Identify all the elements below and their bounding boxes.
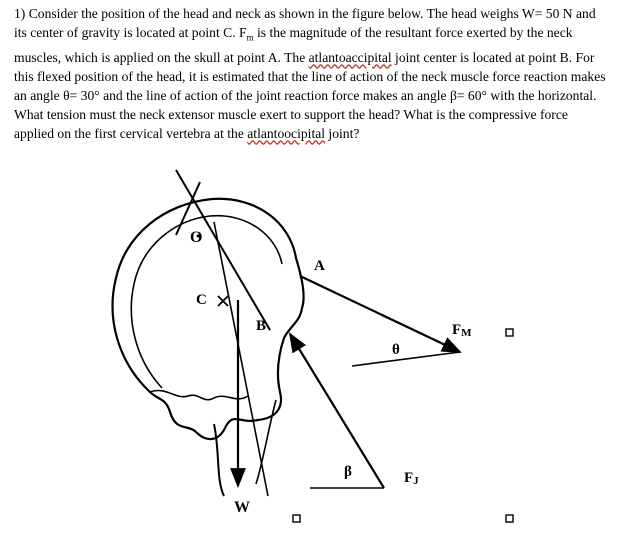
- label-theta: θ: [392, 342, 400, 358]
- label-fm-sub: M: [461, 327, 472, 339]
- theta-reference-line: [352, 352, 460, 366]
- neck-outline-back: [256, 400, 276, 484]
- fm-subscript: m: [246, 32, 254, 43]
- problem-text-1: 1) Consider the position of the head and neck as shown in the figure below. The head weighs W= 50 N and its center of gravity is located at point C. F: [14, 6, 596, 40]
- head-axis-line: [176, 170, 270, 330]
- label-beta: β: [344, 464, 352, 480]
- checkbox-square-bottom-middle[interactable]: [293, 515, 300, 522]
- problem-text-4: joint?: [325, 125, 360, 141]
- muscle-force-vector: [300, 276, 460, 352]
- joint-force-vector: [290, 334, 384, 488]
- jaw-outline: [150, 390, 248, 399]
- problem-text-2: is the magnitude of the resultant force exerted by the neck muscles, which is applied on the skull at point A. The: [14, 25, 573, 65]
- label-fm: [452, 322, 472, 339]
- label-fm-main: F: [452, 322, 462, 338]
- label-c: C: [196, 292, 207, 308]
- point-c-marker: [218, 296, 228, 306]
- label-fj-sub: J: [413, 475, 419, 487]
- problem-text-3: joint center is located at point B. For this flexed position of the head, it is estimated that the line of action of the neck muscle force reaction makes an angle θ= 30° and the line of action of the joint reaction force makes an angle β= 60° with the horizontal. What tension must the neck extensor muscle exert to support the head? What is the compressive force applied on the first cervical vertebra at the: [14, 49, 606, 141]
- spelling-flag-term-2: atlantoocipital: [247, 125, 326, 141]
- checkbox-square-right-upper[interactable]: [506, 329, 513, 336]
- spelling-flag-term-1: atlantoaccipital: [308, 49, 392, 65]
- neck-line: [214, 222, 268, 496]
- label-w: W: [234, 499, 250, 516]
- label-fj: [404, 470, 419, 487]
- label-fj-main: F: [404, 470, 414, 486]
- checkbox-square-bottom-right[interactable]: [506, 515, 513, 522]
- label-o: O: [190, 229, 203, 246]
- label-a: A: [314, 258, 325, 274]
- label-b: B: [256, 318, 267, 334]
